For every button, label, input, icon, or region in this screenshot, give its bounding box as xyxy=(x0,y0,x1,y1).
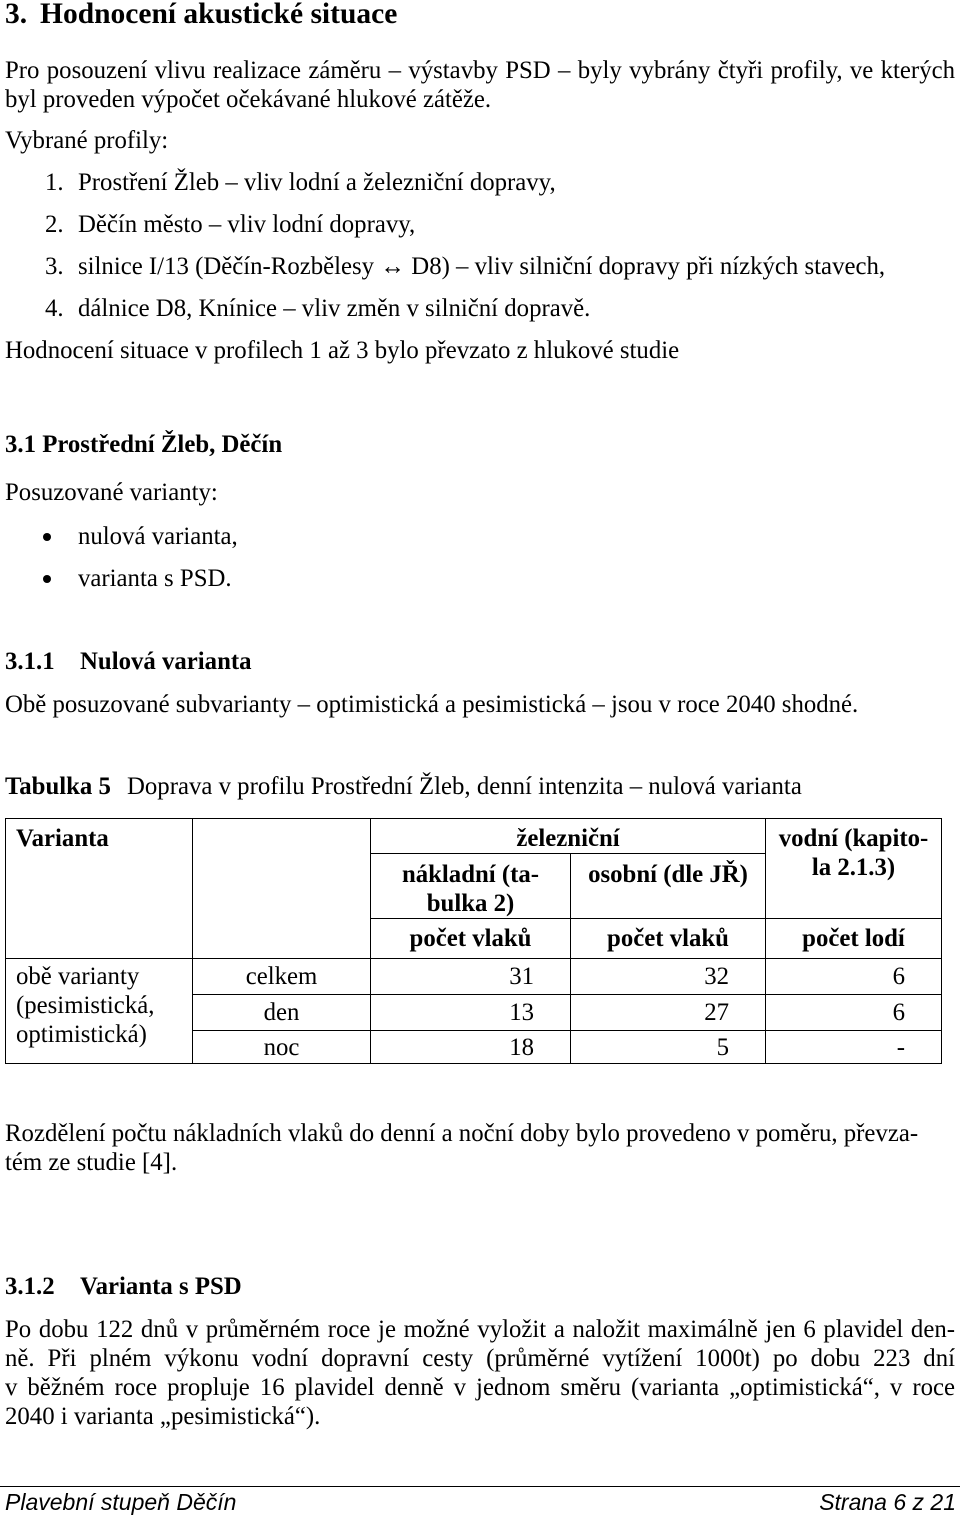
list-item-number: 3. xyxy=(45,253,64,280)
list-item-number: 2. xyxy=(45,211,64,238)
passenger-header: osobní (dle JŘ) xyxy=(571,854,766,919)
subsection-number: 3.1.2 xyxy=(5,1273,55,1300)
period-cell: den xyxy=(193,995,371,1031)
passenger-count-cell: 27 xyxy=(571,995,766,1031)
bullet-item-text: nulová varianta, xyxy=(78,523,238,550)
paragraph-row xyxy=(0,690,960,719)
water-count-cell: 6 xyxy=(766,995,942,1031)
list-item xyxy=(0,294,960,323)
paragraph-line: Po dobu 122 dnů v průměrném roce je možné vyložit a naložit maximálně jen 6 plavidel den- xyxy=(5,1316,955,1343)
variants-label-row xyxy=(0,478,960,507)
source-note: Hodnocení situace v profilech 1 až 3 bylo převzato z hlukové studie xyxy=(5,337,680,364)
paragraph-line: Rozdělení počtu nákladních vlaků do denní a noční doby bylo provedeno v poměru, převza- xyxy=(5,1120,919,1147)
paragraph-line: 2040 i varianta „pesimistická“). xyxy=(5,1403,321,1430)
list-item-text: dálnice D8, Knínice – vliv změn v silniční dopravě. xyxy=(78,295,591,322)
freight-count-cell: 31 xyxy=(371,959,571,995)
paragraph-line: tém ze studie [4]. xyxy=(5,1149,178,1176)
paragraph-text: Obě posuzované subvarianty – optimistická a pesimistická – jsou v roce 2040 shodné. xyxy=(5,691,859,718)
table-caption xyxy=(0,772,960,801)
freight-unit: počet vlaků xyxy=(371,919,571,959)
subsection-heading-3-1 xyxy=(0,430,960,459)
bullet-icon xyxy=(43,575,51,583)
water-count-cell: 6 xyxy=(766,959,942,995)
passenger-unit: počet vlaků xyxy=(571,919,766,959)
subsection-heading-3-1-1 xyxy=(0,647,960,676)
bullet-item xyxy=(0,564,960,593)
variants-label: Posuzované varianty: xyxy=(5,479,218,506)
subsection-number: 3.1.1 xyxy=(5,648,55,675)
freight-count-cell: 13 xyxy=(371,995,571,1031)
water-count-cell: - xyxy=(766,1031,942,1064)
subsection-title: Nulová varianta xyxy=(80,648,252,675)
table-header-row xyxy=(6,819,942,854)
subsection-heading-3-1-2 xyxy=(0,1272,960,1301)
profiles-label-row xyxy=(0,126,960,155)
water-unit: počet lodí xyxy=(766,919,942,959)
passenger-count-cell: 5 xyxy=(571,1031,766,1064)
section-number: 3. xyxy=(5,0,28,30)
intro-paragraph xyxy=(5,56,955,114)
empty-header-cell xyxy=(193,819,371,959)
bullet-icon xyxy=(43,533,51,541)
section-title: Hodnocení akustické situace xyxy=(40,0,398,30)
source-note-row xyxy=(0,336,960,365)
list-item-number: 4. xyxy=(45,295,64,322)
footer-divider xyxy=(0,1486,960,1487)
passenger-count-cell: 32 xyxy=(571,959,766,995)
period-cell: celkem xyxy=(193,959,371,995)
paragraph-line: Pro posouzení vlivu realizace záměru – výstavby PSD – byly vybrány čtyři profily, ve kterých xyxy=(5,57,955,84)
list-item-text: Děčín město – vliv lodní dopravy, xyxy=(78,211,416,238)
bullet-item xyxy=(0,522,960,551)
list-item xyxy=(0,252,960,281)
list-item-text: Prostření Žleb – vliv lodní a železniční dopravy, xyxy=(78,169,556,196)
psd-paragraph xyxy=(5,1315,955,1431)
subsection-title: 3.1 Prostřední Žleb, Děčín xyxy=(5,431,283,458)
freight-header: nákladní (ta- bulka 2) xyxy=(371,854,571,919)
paragraph-line: byl proveden výpočet očekávané hlukové zátěže. xyxy=(5,86,492,113)
freight-count-cell: 18 xyxy=(371,1031,571,1064)
table-caption-label: Tabulka 5 xyxy=(5,773,111,800)
period-cell: noc xyxy=(193,1031,371,1064)
table-caption-text: Doprava v profilu Prostřední Žleb, denní intenzita – nulová varianta xyxy=(127,773,802,800)
water-header: vodní (kapito- la 2.1.3) xyxy=(766,819,942,919)
list-item-number: 1. xyxy=(45,169,64,196)
paragraph-line: ně. Při plném výkonu vodní dopravní cesty (průměrné vytížení 1000t) po dobu 223 dní xyxy=(5,1345,955,1372)
list-item-text: silnice I/13 (Děčín-Rozbělesy ↔ D8) – vliv silniční dopravy při nízkých stavech, xyxy=(78,253,886,280)
footer-page-number: Strana 6 z 21 xyxy=(819,1489,956,1515)
footer-document-title: Plavební stupeň Děčín xyxy=(5,1489,237,1515)
paragraph-line: v běžném roce propluje 16 plavidel denně v jednom směru (varianta „optimistická“, v roce xyxy=(5,1374,955,1401)
subsection-title: Varianta s PSD xyxy=(80,1273,242,1300)
section-heading xyxy=(0,0,960,28)
variant-header: Varianta xyxy=(6,819,193,959)
variant-group-label: obě varianty (pesimistická, optimistická) xyxy=(6,959,193,1064)
traffic-table xyxy=(5,818,942,1064)
table-row xyxy=(6,959,942,995)
bullet-item-text: varianta s PSD. xyxy=(78,565,232,592)
rail-header: železniční xyxy=(371,819,766,854)
list-item xyxy=(0,210,960,239)
profiles-label: Vybrané profily: xyxy=(5,127,169,154)
distribution-paragraph xyxy=(5,1119,955,1177)
list-item xyxy=(0,168,960,197)
